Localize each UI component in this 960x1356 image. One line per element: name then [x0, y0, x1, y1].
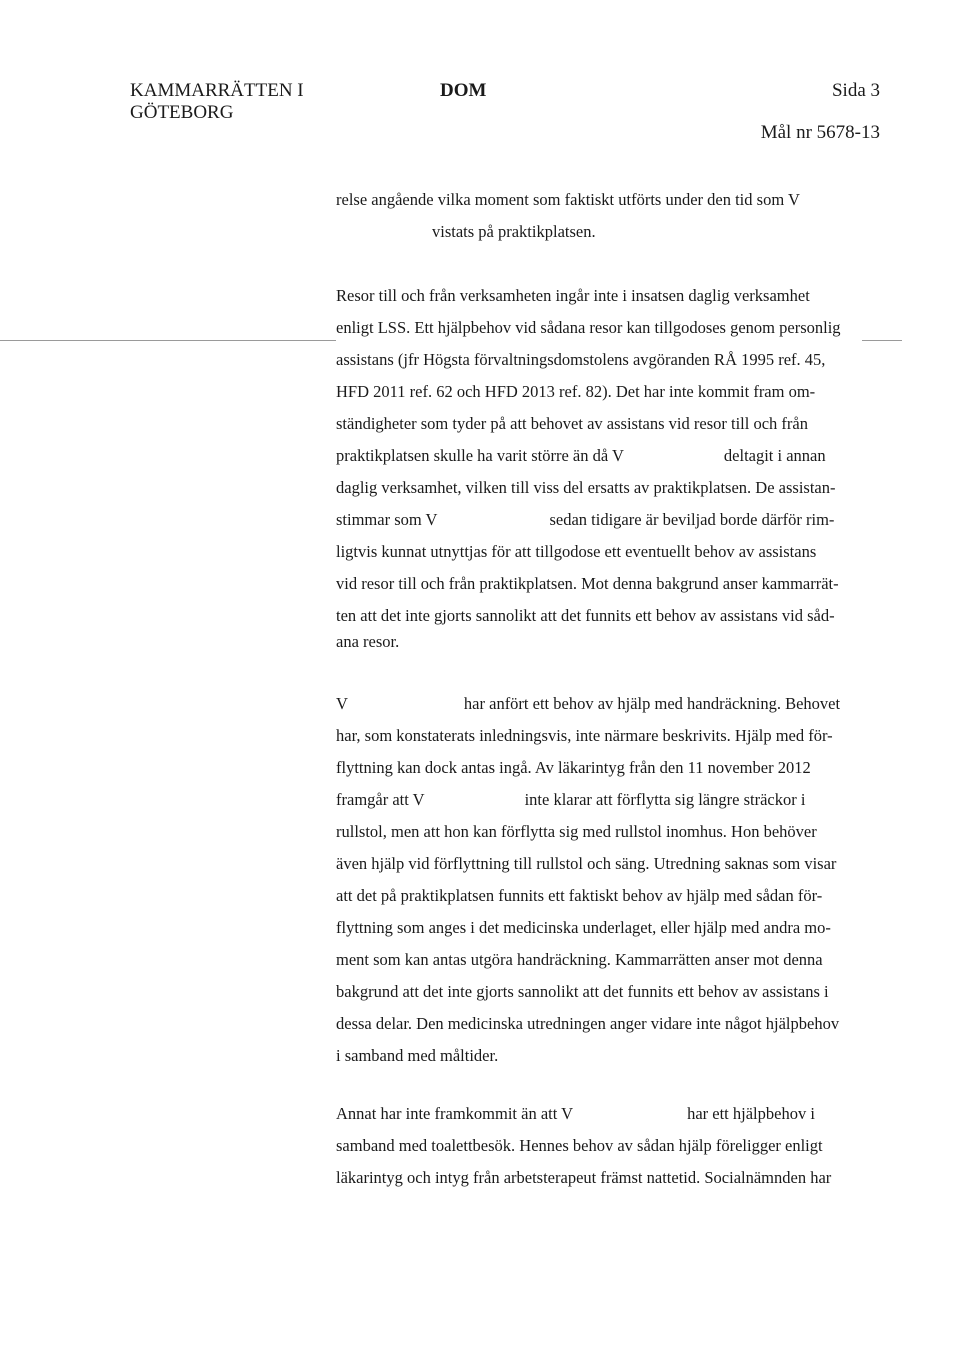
- text-line: [336, 414, 808, 434]
- text-segment: har, som konstaterats inledningsvis, inte närmare beskrivits. Hjälp med för-: [336, 726, 833, 745]
- text-segment: bakgrund att det inte gjorts sannolikt att det funnits ett behov av assistans i: [336, 982, 829, 1001]
- text-segment: har anfört ett behov av hjälp med handräckning. Behovet: [463, 694, 841, 713]
- text-line: [336, 758, 811, 778]
- text-segment: relse angående vilka moment som faktiskt utförts under den tid som V: [336, 190, 800, 209]
- text-line: [336, 190, 800, 210]
- text-segment: ständigheter som tyder på att behovet av assistans vid resor till och från: [336, 414, 808, 433]
- text-segment: praktikplatsen skulle ha varit större än då V: [336, 446, 624, 465]
- text-segment: HFD 2011 ref. 62 och HFD 2013 ref. 82). Det har inte kommit fram om-: [336, 382, 816, 401]
- text-segment: assistans (jfr Högsta förvaltningsdomstolens avgöranden RÅ 1995 ref. 45,: [336, 350, 826, 369]
- text-segment: även hjälp vid förflyttning till rullstol och säng. Utredning saknas som visar: [336, 854, 837, 873]
- text-segment: sedan tidigare är beviljad borde därför rim-: [549, 510, 835, 529]
- text-line: [336, 478, 835, 498]
- court-name-line2: GÖTEBORG: [130, 102, 234, 123]
- text-segment: rullstol, men att hon kan förflytta sig med rullstol inomhus. Hon behöver: [336, 822, 817, 841]
- text-line: [336, 950, 823, 970]
- text-line: [336, 1014, 839, 1034]
- text-segment: V: [336, 694, 348, 713]
- text-line: [336, 854, 836, 874]
- text-line: [336, 982, 829, 1002]
- text-line: [336, 382, 815, 402]
- text-segment: Annat har inte framkommit än att V: [336, 1104, 574, 1123]
- text-line: [336, 350, 825, 370]
- text-segment: enligt LSS. Ett hjälpbehov vid sådana resor kan tillgodoses genom personlig: [336, 318, 841, 337]
- text-segment: ligtvis kunnat utnyttjas för att tillgodose ett eventuellt behov av assistans: [336, 542, 817, 561]
- text-segment: att det på praktikplatsen funnits ett faktiskt behov av hjälp med sådan för-: [336, 886, 823, 905]
- text-line: [336, 542, 816, 562]
- text-line: [336, 574, 839, 594]
- text-line: [336, 1046, 498, 1066]
- text-line: [336, 286, 810, 306]
- text-segment: läkarintyg och intyg från arbetsterapeut främst nattetid. Socialnämnden har: [336, 1168, 832, 1187]
- text-line: [336, 510, 834, 530]
- text-segment: stimmar som V: [336, 510, 438, 529]
- text-line: [336, 446, 826, 466]
- case-number: Mål nr 5678-13: [760, 122, 880, 143]
- court-name-line1: KAMMARRÄTTEN I: [130, 80, 304, 101]
- text-segment: Resor till och från verksamheten ingår inte i insatsen daglig verksamhet: [336, 286, 810, 305]
- text-line: [432, 222, 596, 242]
- text-line: [336, 318, 841, 338]
- text-segment: har ett hjälpbehov i: [687, 1104, 815, 1123]
- text-segment: dessa delar. Den medicinska utredningen anger vidare inte något hjälpbehov: [336, 1014, 840, 1033]
- text-line: [336, 822, 817, 842]
- text-segment: samband med toalettbesök. Hennes behov av sådan hjälp föreligger enligt: [336, 1136, 823, 1155]
- text-line: [336, 726, 833, 746]
- text-segment: ana resor.: [336, 632, 400, 651]
- text-line: [336, 1136, 823, 1156]
- document-type: DOM: [440, 80, 487, 101]
- text-line: [336, 694, 840, 714]
- page-number: Sida 3: [831, 80, 880, 101]
- text-segment: i samband med måltider.: [336, 1046, 499, 1065]
- text-segment: ten att det inte gjorts sannolikt att det funnits ett behov av assistans vid såd-: [336, 606, 835, 625]
- text-line: [336, 1168, 831, 1188]
- text-segment: daglig verksamhet, vilken till viss del ersatts av praktikplatsen. De assistan-: [336, 478, 836, 497]
- text-segment: vistats på praktikplatsen.: [432, 222, 596, 241]
- scan-line-artifact: [0, 340, 336, 341]
- text-segment: vid resor till och från praktikplatsen. Mot denna bakgrund anser kammarrät-: [336, 574, 839, 593]
- text-segment: ment som kan antas utgöra handräckning. Kammarrätten anser mot denna: [336, 950, 823, 969]
- text-segment: deltagit i annan: [723, 446, 826, 465]
- court-name: [130, 80, 304, 124]
- text-line: [336, 918, 831, 938]
- text-line: [336, 886, 822, 906]
- text-segment: inte klarar att förflytta sig längre sträckor i: [524, 790, 806, 809]
- text-segment: flyttning som anges i det medicinska underlaget, eller hjälp med andra mo-: [336, 918, 831, 937]
- text-line: [336, 606, 835, 626]
- text-segment: flyttning kan dock antas ingå. Av läkarintyg från den 11 november 2012: [336, 758, 811, 777]
- text-line: [336, 1104, 815, 1124]
- text-line: [336, 790, 805, 810]
- scan-line-artifact-right: [862, 340, 902, 341]
- text-line: [336, 632, 399, 652]
- text-segment: framgår att V: [336, 790, 425, 809]
